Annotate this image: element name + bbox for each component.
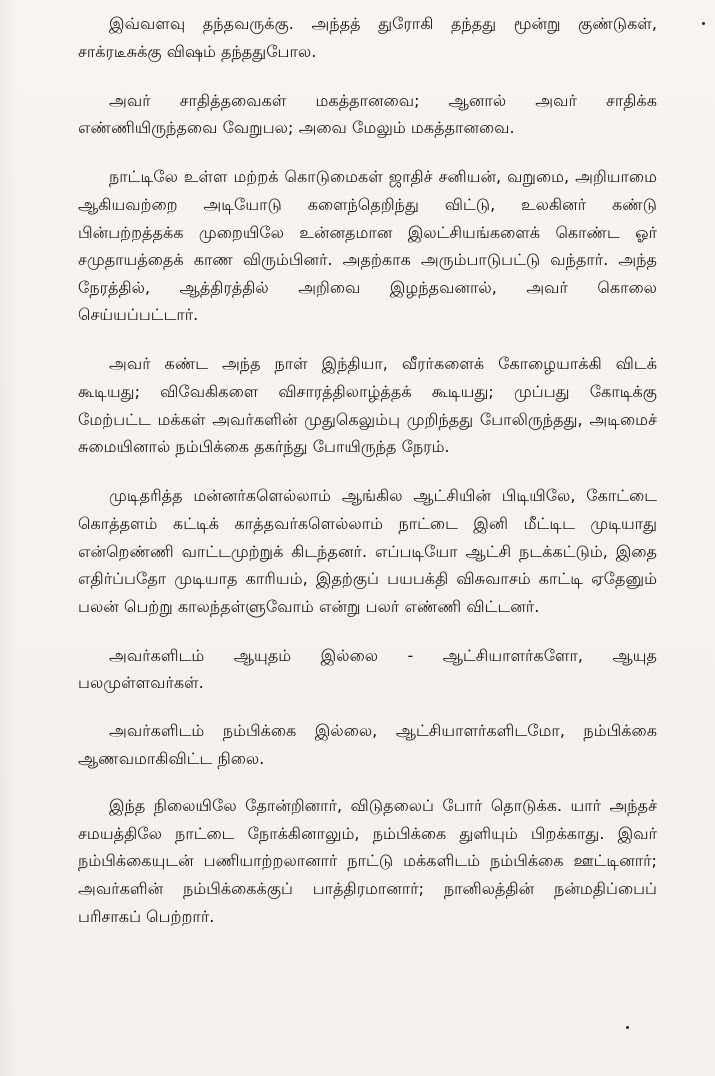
document-body: [78, 10, 657, 930]
paragraph-1: இவ்வளவு தந்தவருக்கு. அந்தத் துரோகி தந்தது மூன்று குண்டுகள், சாக்ரடீசுக்கு விஷம் தந்ததுபோல.: [78, 14, 657, 61]
paragraph-4: அவர் கண்ட அந்த நாள் இந்தியா, வீரர்களைக் கோழையாக்கி விடக் கூடியது; விவேகிகளை விசாரத்திலாழ்த்தக் கூடியது; முப்பது கோடிக்கு மேற்பட்ட மக்கள் அவர்களின் முதுகெலும்பு முறிந்தது போலிருந்தது, அடிமைச் சுமையினால் நம்பிக்கை தகர்ந்து போயிருந்த நேரம்.: [78, 354, 657, 457]
paragraph-5: முடிதரித்த மன்னர்களெல்லாம் ஆங்கில ஆட்சியின் பிடியிலே, கோட்டை கொத்தளம் கட்டிக் காத்தவர்களெல்லாம் நாட்டை இனி மீட்டிட முடியாது என்றெண்ணி வாட்டமுற்றுக் கிடந்தனர். எப்படியோ ஆட்சி நடக்கட்டும், இதை எதிர்ப்பதோ முடியாத காரியம், இதற்குப் பயபக்தி விசுவாசம் காட்டி ஏதேனும் பலன் பெற்று காலந்தள்ளுவோம் என்று பலர் எண்ணி விட்டனர்.: [78, 486, 657, 616]
paragraph-2: அவர் சாதித்தவைகள் மகத்தானவை; ஆனால் அவர் சாதிக்க எண்ணியிருந்தவை வேறுபல; அவை மேலும் மகத்தானவை.: [78, 90, 657, 138]
paragraph-6: அவர்களிடம் ஆயுதம் இல்லை - ஆட்சியாளர்களோ, ஆயுத பலமுள்ளவர்கள்.: [78, 645, 657, 693]
paragraph-8: இந்த நிலையிலே தோன்றினார், விடுதலைப் போர் தொடுக்க. யார் அந்தச் சமயத்திலே நாட்டை நோக்கினாலும், நம்பிக்கை துளியும் பிறக்காது. இவர் நம்பிக்கையுடன் பணியாற்றலானார் நாட்டு மக்களிடம் நம்பிக்கை ஊட்டினார்; அவர்களின் நம்பிக்கைக்குப் பாத்திரமானார்; நானிலத்தின் நன்மதிப்பைப் பரிசாகப் பெற்றார்.: [78, 796, 657, 926]
page-speck: [702, 22, 705, 25]
page-speck: [626, 1026, 629, 1029]
paragraph-3: நாட்டிலே உள்ள மற்றக் கொடுமைகள் ஜாதிச் சனியன், வறுமை, அறியாமை ஆகியவற்றை அடியோடு களைந்தெறிந்து விட்டு, உலகினர் கண்டு பின்பற்றத்தக்க முறையிலே உன்னதமான இலட்சியங்களைக் கொண்ட ஓர் சமுதாயத்தைக் காண விரும்பினர். அதற்காக அரும்பாடுபட்டு வந்தார். அந்த நேரத்தில், ஆத்திரத்தில் அறிவை இழந்தவனால், அவர் கொலை செய்யப்பட்டார்.: [78, 167, 657, 325]
paragraph-7: அவர்களிடம் நம்பிக்கை இல்லை, ஆட்சியாளர்களிடமோ, நம்பிக்கை ஆணவமாகிவிட்ட நிலை.: [78, 720, 657, 768]
